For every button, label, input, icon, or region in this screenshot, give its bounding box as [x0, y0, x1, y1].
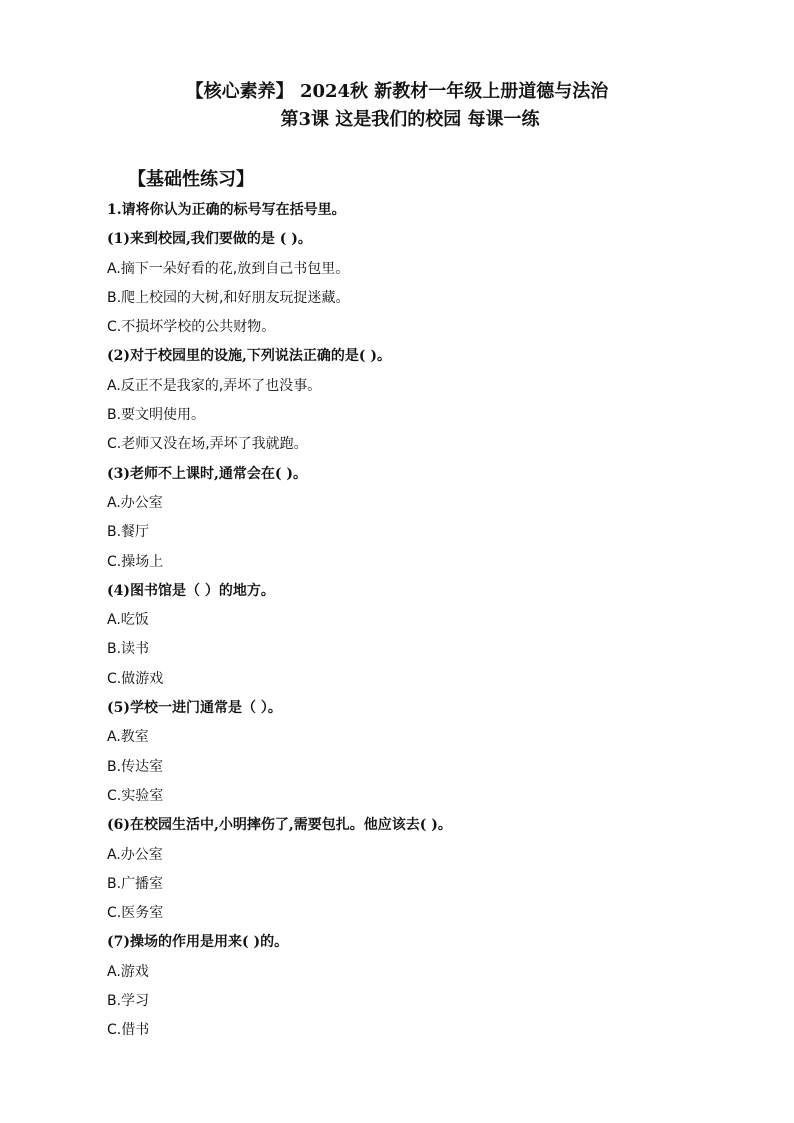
answer-option: B.餐厅 [107, 524, 150, 541]
question-line: (6)在校园生活中,小明摔伤了,需要包扎。他应该去( )。 [107, 817, 452, 834]
answer-option: C.操场上 [107, 553, 164, 570]
question-line: (7)操场的作用是用来( )的。 [107, 934, 289, 951]
answer-option: C.实验室 [107, 787, 164, 804]
answer-option: A.游戏 [107, 963, 149, 980]
answer-option: A.办公室 [107, 494, 163, 511]
question-line: 1.请将你认为正确的标号写在括号里。 [107, 202, 346, 218]
answer-option: A.反正不是我家的,弄坏了也没事。 [107, 377, 322, 394]
answer-option: A.摘下一朵好看的花,放到自己书包里。 [107, 260, 350, 277]
answer-option: C.借书 [107, 1022, 150, 1039]
answer-option: C.老师又没在场,弄坏了我就跑。 [107, 436, 308, 453]
question-line: (5)学校一进门通常是（ ）。 [107, 700, 282, 717]
answer-option: A.教室 [107, 729, 149, 746]
answer-option: A.办公室 [107, 846, 163, 863]
exercise-list [107, 196, 727, 1046]
question-line: (2)对于校园里的设施,下列说法正确的是( )。 [107, 348, 391, 365]
title-line-2: 第3课 这是我们的校园 每课一练 [280, 109, 540, 130]
question-line: (1)来到校园,我们要做的是 ( )。 [107, 231, 312, 248]
answer-option: B.学习 [107, 993, 150, 1010]
title-line-1: 【核心素养】 2024秋 新教材一年级上册道德与法治 [185, 81, 609, 102]
answer-option: C.不损坏学校的公共财物。 [107, 319, 276, 336]
answer-option: B.广播室 [107, 875, 164, 892]
question-line: (4)图书馆是（ ）的地方。 [107, 582, 275, 599]
section-title: 【基础性练习】 [128, 169, 254, 190]
document-title [0, 78, 794, 134]
answer-option: B.读书 [107, 641, 150, 658]
answer-option: C.做游戏 [107, 670, 164, 687]
answer-option: A.吃饭 [107, 612, 149, 629]
answer-option: B.传达室 [107, 758, 164, 775]
question-line: (3)老师不上课时,通常会在( )。 [107, 465, 307, 482]
answer-option: B.爬上校园的大树,和好朋友玩捉迷藏。 [107, 289, 350, 306]
answer-option: C.医务室 [107, 905, 164, 922]
answer-option: B.要文明使用。 [107, 407, 206, 424]
